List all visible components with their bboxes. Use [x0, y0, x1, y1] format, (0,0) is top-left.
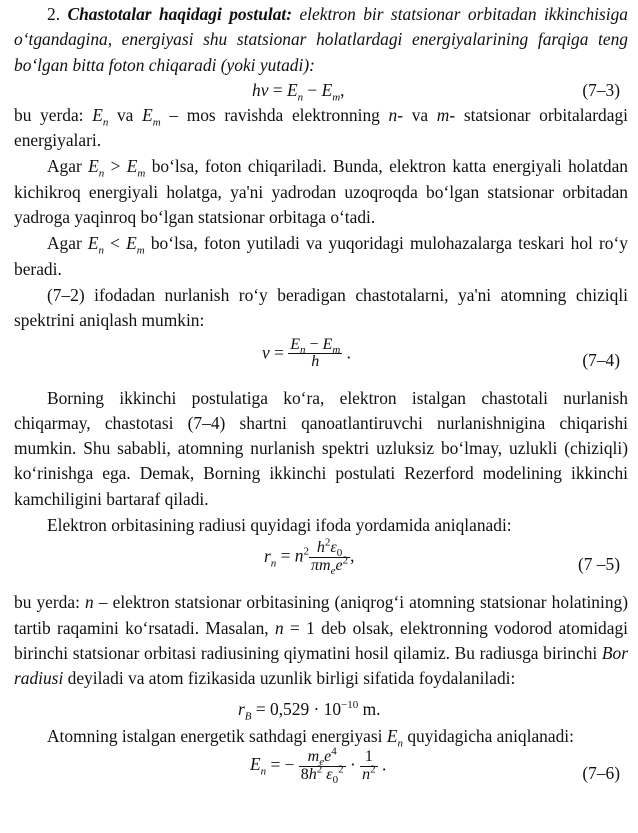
where-paragraph-1: bu yerda: $E_n$ va $E_m$ – mos ravishda elektronning n- va m- statsionar orbitalardagi energiyalari.: [14, 104, 628, 151]
spectrum-paragraph: (7–2) ifodadan nurlanish roʻy beradigan chastotalarni, ya'ni atomning chiziqli spektrini aniqlash mumkin:: [14, 284, 628, 331]
postulate-paragraph: [14, 2, 628, 78]
equation-7-3-formula: hv = $E_n - E_m$,: [252, 79, 345, 104]
equation-7-3: [14, 78, 628, 103]
postulate-number: 2.: [47, 4, 61, 24]
equation-7-6-number: (7–6): [582, 762, 620, 783]
equation-7-5: [14, 538, 628, 590]
equation-7-5-number: (7 –5): [577, 554, 620, 575]
equation-7-4-formula: ν = $\frac{E_n - E_m}{h}$ .: [262, 335, 351, 371]
emission-paragraph: Agar $E_n > E_m$ boʻlsa, foton chiqariladi. Bunda, elektron katta energiyali holatdan kichikroq energiyali holatga, ya'ni yadrodan uzoqroqda boʻlgan statsionar orbitadan yadroga yaqinroq boʻlgan statsionar orbitaga oʻtadi.: [14, 156, 628, 228]
postulate-title: Chastotalar haqidagi postulat:: [67, 4, 293, 24]
energy-intro-paragraph: Atomning istalgan energetik sathdagi energiyasi $E_n$ quyidagicha aniqlanadi:: [47, 725, 574, 749]
equation-7-5-formula: $r_n = n^2$ $\frac{h^2\varepsilon_0}{\pi m_ee^2}$ ,: [264, 537, 355, 578]
radius-intro-paragraph: Elektron orbitasining radiusi quyidagi ifoda yordamida aniqlanadi:: [47, 515, 512, 536]
postulate-text: elektron bir statsionar orbitadan ikkinchisiga oʻtgandagina, energiyasi shu statsionar holatlardagi energiyalarining farqiga teng boʻlgan bitta foton chiqaradi (yoki yutadi):: [14, 4, 628, 75]
equation-7-3-number: (7–3): [582, 79, 620, 100]
bohr-second-postulate-paragraph: Borning ikkinchi postulatiga koʻra, elektron istalgan chastotali nurlanish chiqarmay, chastotasi (7–4) shartni qanoatlantiruvchi nurlanishnigina chiqarishi mumkin. Shu sababli, atomning nurlanish spektri uzluksiz boʻlmay, uzlukli (chiziqli) koʻrinishga ega. Demak, Borning ikkinchi postulati Rezerford modelining ikkinchi kamchiligini bartaraf qiladi.: [14, 387, 628, 509]
equation-7-6: [14, 745, 628, 801]
textbook-page: [14, 2, 628, 801]
absorption-paragraph: Agar $E_n < E_m$ boʻlsa, foton yutiladi va yuqoridagi mulohazalarga teskari hol roʻy beradi.: [14, 233, 628, 279]
equation-7-4: [14, 334, 628, 386]
equation-7-6-formula: $E_n$ = − $\frac{m_ee^4}{8h^2 \varepsilon_0^2}$ · $\frac{1}{n^2}$ .: [250, 745, 387, 786]
bohr-radius-formula: $r_B = 0,529 \cdot 10^{-10}$ m.: [238, 698, 381, 722]
equation-7-4-number: (7–4): [582, 349, 620, 370]
where-paragraph-2: bu yerda: n – elektron statsionar orbitasining (aniqrogʻi atomning statsionar holatining) tartib raqamini koʻrsatadi. Masalan, n = 1 deb olsak, elektronning vodorod atomidagi birinchi statsionar orbitasi radiusining qiymatini hosil qilamiz. Bu radiusga birinchi Bor radiusi deyiladi va atom fizikasida uzunlik birligi sifatida foydalaniladi:: [14, 592, 628, 689]
bohr-radius-equation: [14, 692, 628, 724]
